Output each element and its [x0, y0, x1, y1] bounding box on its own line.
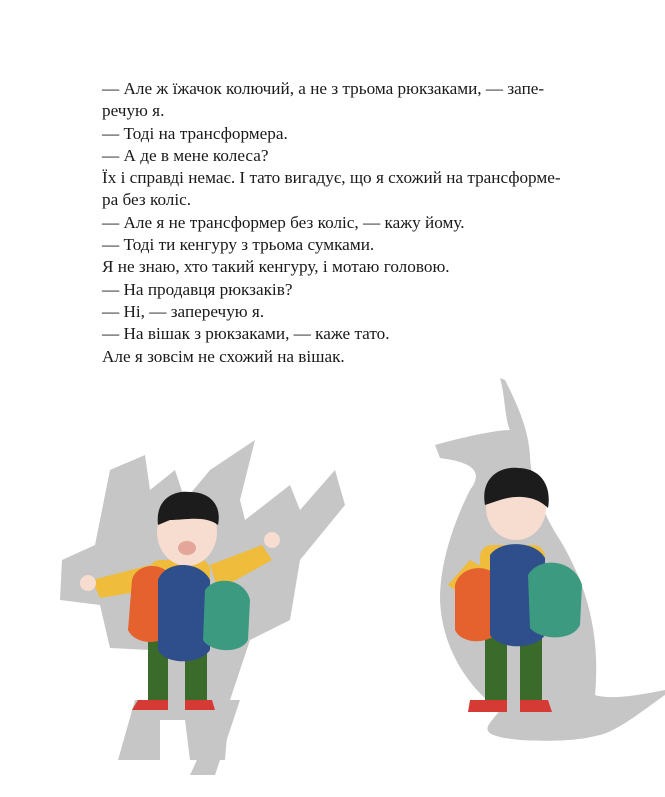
- text-line: — Ні, — заперечую я.: [102, 301, 265, 321]
- text-line: — Тоді на трансформера.: [102, 123, 288, 143]
- text-line: — На продавця рюкзаків?: [102, 279, 293, 299]
- text-line: — На вішак з рюкзаками, — каже тато.: [102, 324, 390, 344]
- text-line: Їх і справді немає. І тато вигадує, що я схожий на трансформе-: [102, 168, 561, 188]
- illustration: [0, 360, 665, 797]
- story-text: [102, 78, 580, 368]
- text-line: — Але ж їжачок колючий, а не з трьома рюкзаками, — запе-: [102, 79, 545, 98]
- text-line: — Але я не трансформер без коліс, — кажу йому.: [102, 212, 465, 232]
- text-line: речую я.: [102, 101, 165, 121]
- kangaroo-shadow: [435, 378, 665, 741]
- text-line: Але я зовсім не схожий на вішак.: [102, 346, 345, 366]
- text-line: — А де в мене колеса?: [102, 145, 269, 165]
- text-line: Я не знаю, хто такий кенгуру, і мотаю головою.: [102, 257, 450, 277]
- text-line: ра без коліс.: [102, 190, 192, 210]
- text-line: — Тоді ти кенгуру з трьома сумками.: [102, 235, 375, 255]
